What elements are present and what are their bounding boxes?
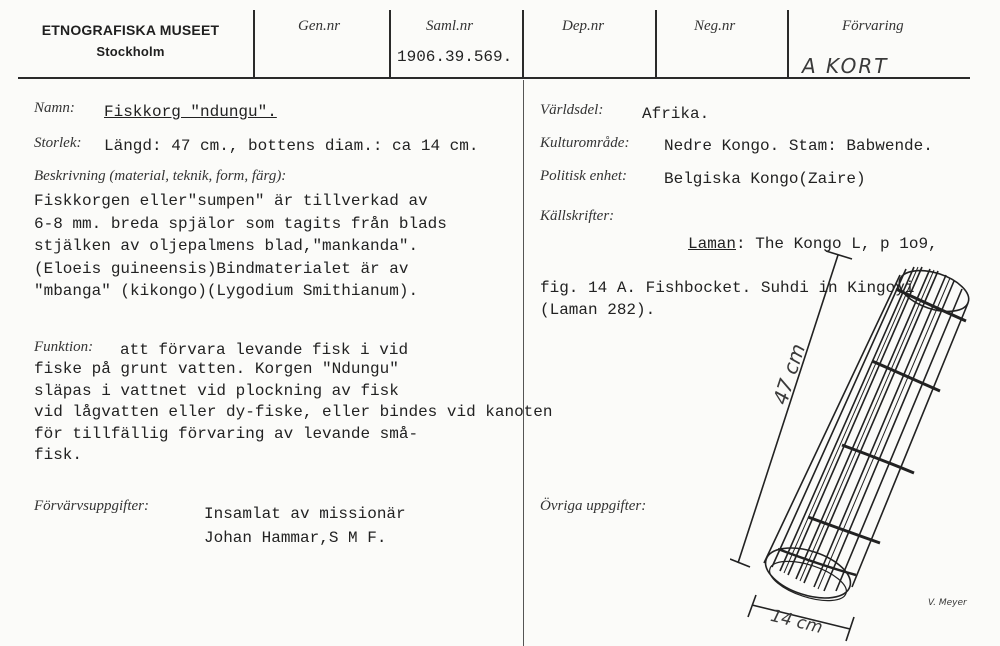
varldsdel-label: Världsdel: bbox=[540, 102, 604, 118]
header-divider bbox=[787, 10, 789, 78]
funktion-label: Funktion: bbox=[34, 339, 94, 355]
diameter-annotation: 14 cm bbox=[768, 605, 825, 639]
kallskrifter-label: Källskrifter: bbox=[540, 208, 615, 224]
dep-nr-label: Dep.nr bbox=[562, 18, 605, 34]
funktion-line: fiske på grunt vatten. Korgen "Ndungu" bbox=[34, 360, 399, 378]
varldsdel-value: Afrika. bbox=[642, 105, 710, 123]
museum-name bbox=[18, 22, 243, 59]
storlek-label: Storlek: bbox=[34, 135, 82, 151]
length-dimension-tick bbox=[826, 251, 852, 259]
saml-nr-value: 1906.39.569. bbox=[397, 48, 513, 66]
gen-nr-label: Gen.nr bbox=[298, 18, 341, 34]
ovriga-uppgifter-label: Övriga uppgifter: bbox=[540, 498, 647, 514]
header-divider bbox=[253, 10, 255, 78]
funktion-line: vid lågvatten eller dy-fiske, eller bindes vid kanoten bbox=[34, 403, 553, 421]
funktion-line: fisk. bbox=[34, 446, 83, 464]
basket-drawing bbox=[730, 245, 990, 645]
forvaring-label: Förvaring bbox=[842, 18, 904, 34]
saml-nr-label: Saml.nr bbox=[426, 18, 474, 34]
kallskrifter-line: fig. 14 A. Fishbocket. Suhdi in Kingoyi bbox=[540, 279, 915, 297]
namn-label: Namn: bbox=[34, 100, 75, 116]
header-divider bbox=[389, 10, 391, 78]
length-annotation: 47 cm bbox=[768, 340, 811, 408]
funktion-line: för tillfällig förvaring av levande små- bbox=[34, 424, 419, 443]
header-divider bbox=[522, 10, 524, 78]
storlek-value: Längd: 47 cm., bottens diam.: ca 14 cm. bbox=[104, 137, 479, 155]
forvaring-value: A KORT bbox=[802, 54, 889, 78]
beskrivning-line: Fiskkorgen eller"sumpen" är tillverkad av bbox=[34, 192, 428, 210]
forvarv-label: Förvärvsuppgifter: bbox=[34, 498, 149, 514]
beskrivning-text bbox=[34, 190, 447, 303]
kallskrifter-reference: : The Kongo L, p 1o9, bbox=[736, 235, 938, 253]
funktion-text bbox=[34, 359, 552, 467]
artist-signature: V. Meyer bbox=[928, 598, 967, 608]
kulturomrade-value: Nedre Kongo. Stam: Babwende. bbox=[664, 137, 933, 155]
forvarv-text bbox=[204, 502, 406, 550]
museum-title: ETNOGRAFISKA MUSEET bbox=[41, 22, 220, 38]
kallskrifter-line: (Laman 282). bbox=[540, 301, 656, 319]
length-dimension-tick bbox=[730, 559, 750, 567]
politisk-enhet-value: Belgiska Kongo(Zaire) bbox=[664, 170, 866, 188]
basket-body bbox=[759, 263, 973, 609]
neg-nr-label: Neg.nr bbox=[694, 18, 736, 34]
beskrivning-line: stjälken av oljepalmens blad,"mankanda". bbox=[34, 237, 419, 255]
beskrivning-line: 6-8 mm. breda spjälor som tagits från blads bbox=[34, 214, 447, 233]
museum-city: Stockholm bbox=[96, 44, 165, 59]
header-divider bbox=[655, 10, 657, 78]
forvarv-line: Johan Hammar,S M F. bbox=[204, 529, 387, 547]
kallskrifter-author: Laman bbox=[688, 235, 737, 253]
funktion-first-line: att förvara levande fisk i vid bbox=[120, 341, 409, 359]
funktion-line: släpas i vattnet vid plockning av fisk bbox=[34, 381, 399, 400]
beskrivning-line: (Eloeis guineensis)Bindmaterialet är av bbox=[34, 259, 409, 278]
forvarv-line: Insamlat av missionär bbox=[204, 505, 406, 523]
politisk-enhet-label: Politisk enhet: bbox=[540, 168, 628, 184]
kulturomrade-label: Kulturområde: bbox=[540, 135, 630, 151]
beskrivning-label: Beskrivning (material, teknik, form, färg): bbox=[34, 168, 287, 184]
beskrivning-line: "mbanga" (kikongo)(Lygodium Smithianum). bbox=[34, 282, 419, 300]
namn-value: Fiskkorg "ndungu". bbox=[104, 103, 277, 121]
